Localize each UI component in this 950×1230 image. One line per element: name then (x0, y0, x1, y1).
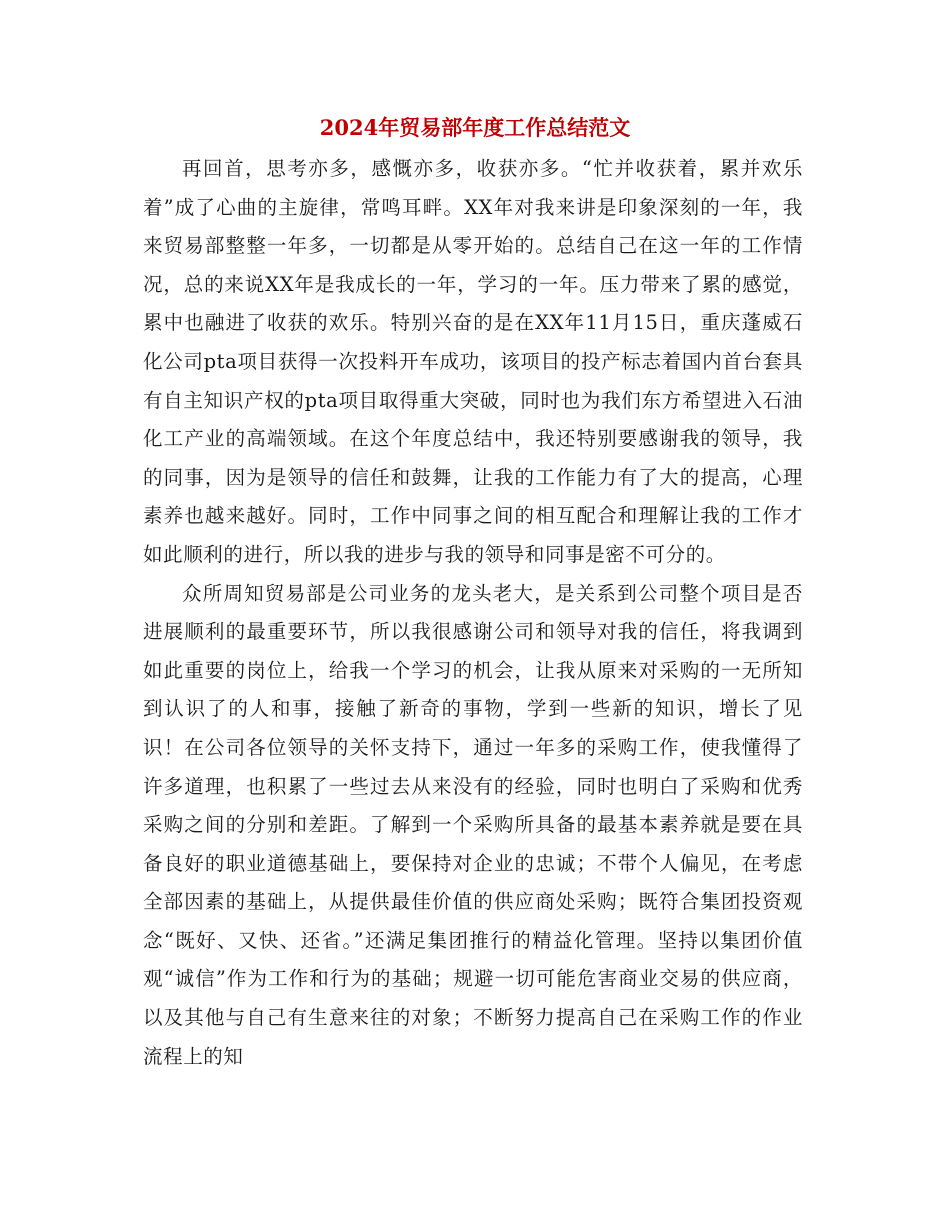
document-body (143, 150, 803, 1076)
paragraph-2: 众所周知贸易部是公司业务的龙头老大，是关系到公司整个项目是否进展顺利的最重要环节，所以我很感谢公司和领导对我的信任，将我调到如此重要的岗位上，给我一个学习的机会，让我从原来对采购的一无所知到认识了的人和事，接触了新奇的事物，学到一些新的知识，增长了见识！在公司各位领导的关怀支持下，通过一年多的采购工作，使我懂得了许多道理，也积累了一些过去从来没有的经验，同时也明白了采购和优秀采购之间的分别和差距。了解到一个采购所具备的最基本素养就是要在具备良好的职业道德基础上，要保持对企业的忠诚；不带个人偏见，在考虑全部因素的基础上，从提供最佳价值的供应商处采购；既符合集团投资观念“既好、又快、还省。”还满足集团推行的精益化管理。坚持以集团价值观“诚信”作为工作和行为的基础；规避一切可能危害商业交易的供应商，以及其他与自己有生意来往的对象；不断努力提高自己在采购工作的作业流程上的知 (143, 581, 803, 1068)
paragraph-1: 再回首，思考亦多，感慨亦多，收获亦多。“忙并收获着，累并欢乐着”成了心曲的主旋律，常鸣耳畔。XX年对我来讲是印象深刻的一年，我来贸易部整整一年多，一切都是从零开始的。总结自己在这一年的工作情况，总的来说XX年是我成长的一年，学习的一年。压力带来了累的感觉，累中也融进了收获的欢乐。特别兴奋的是在XX年11月15日，重庆蓬威石化公司pta项目获得一次投料开车成功，该项目的投产标志着国内首台套具有自主知识产权的pta项目取得重大突破，同时也为我们东方希望进入石油化工产业的高端领域。在这个年度总结中，我还特别要感谢我的领导，我的同事，因为是领导的信任和鼓舞，让我的工作能力有了大的提高，心理素养也越来越好。同时，工作中同事之间的相互配合和理解让我的工作才如此顺利的进行，所以我的进步与我的领导和同事是密不可分的。 (143, 157, 803, 566)
document-title: 2024年贸易部年度工作总结范文 (319, 115, 631, 140)
